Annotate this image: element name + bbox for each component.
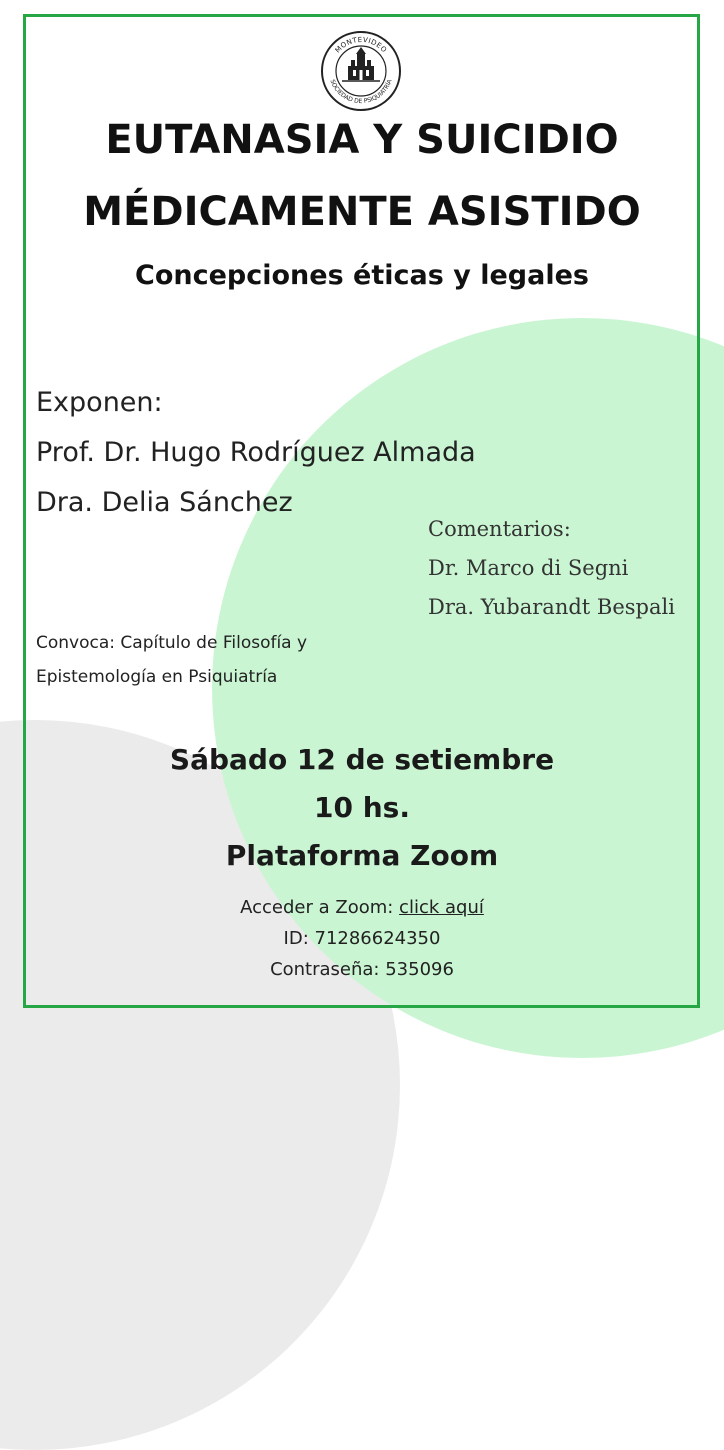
convoca-line-2: Epistemología en Psiquiatría <box>36 667 278 687</box>
seal-icon <box>320 30 402 112</box>
zoom-access-prefix: Acceder a Zoom: <box>240 897 400 918</box>
event-details <box>30 736 694 880</box>
event-date: Sábado 12 de setiembre <box>169 743 555 776</box>
speakers-block <box>36 378 476 528</box>
subtitle: Concepciones éticas y legales <box>135 260 589 291</box>
speaker-name: Prof. Dr. Hugo Rodríguez Almada <box>36 437 476 468</box>
comments-heading: Comentarios: <box>428 517 571 541</box>
event-time: 10 hs. <box>314 791 410 824</box>
convoca-block <box>36 626 307 694</box>
svg-text:SOCIEDAD DE PSIQUIATRÍA: SOCIEDAD DE PSIQUIATRÍA <box>328 78 394 106</box>
title-line-1: EUTANASIA Y SUICIDIO <box>105 117 619 163</box>
commentator-name: Dr. Marco di Segni <box>428 556 629 580</box>
speakers-heading: Exponen: <box>36 387 163 418</box>
zoom-access-line <box>30 892 694 923</box>
zoom-link[interactable]: click aquí <box>399 897 484 918</box>
commentator-name: Dra. Yubarandt Bespali <box>428 595 675 619</box>
access-block <box>30 892 694 985</box>
meeting-id: ID: 71286624350 <box>283 928 441 949</box>
convoca-line-1: Convoca: Capítulo de Filosofía y <box>36 633 308 653</box>
comments-block <box>428 510 675 627</box>
svg-text:MONTEVIDEO: MONTEVIDEO <box>333 35 389 55</box>
title-line-2: MÉDICAMENTE ASISTIDO <box>83 189 641 235</box>
meeting-password: Contraseña: 535096 <box>270 959 454 980</box>
event-platform: Plataforma Zoom <box>225 839 499 872</box>
speaker-name: Dra. Delia Sánchez <box>36 487 293 518</box>
